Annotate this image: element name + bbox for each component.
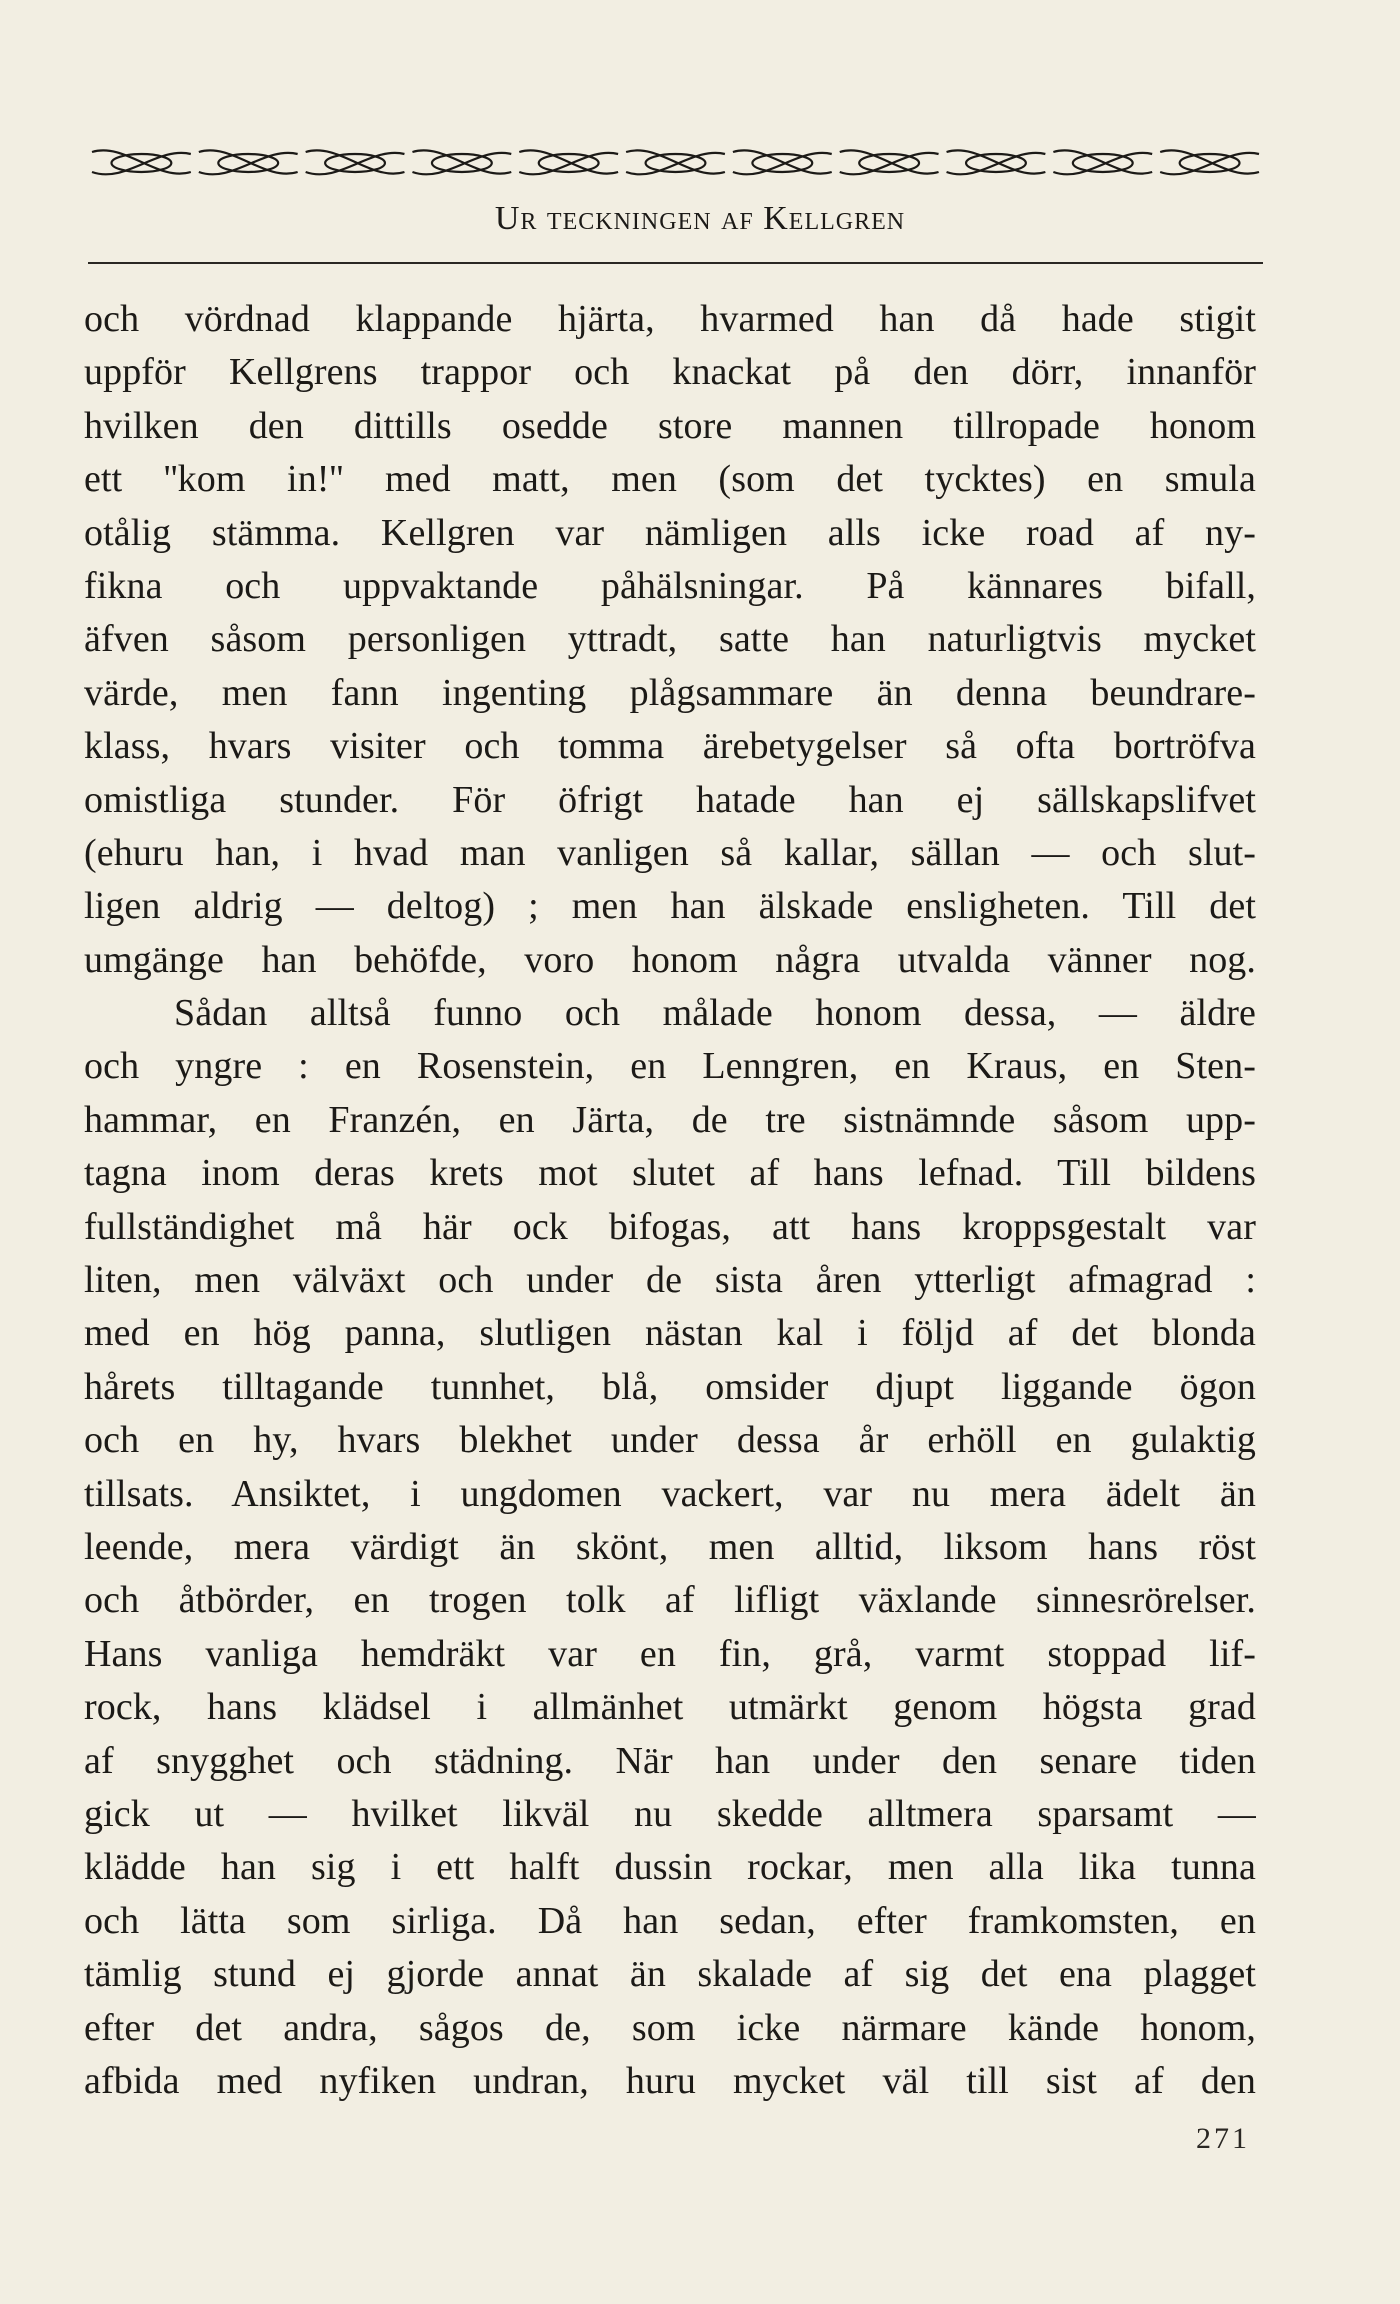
text-line: och lätta som sirliga. Då han sedan, efter framkomsten, en <box>84 1899 1256 1942</box>
text-line: och åtbörder, en trogen tolk af lifligt växlande sinnesrörelser. <box>84 1579 1256 1622</box>
text-line: hårets tilltagande tunnhet, blå, omsider djupt liggande ögon <box>84 1365 1256 1408</box>
text-line: omistliga stunder. För öfrigt hatade han ej sällskapslifvet <box>84 778 1256 821</box>
text-line: liten, men välväxt och under de sista åren ytterligt afmagrad : <box>84 1259 1256 1302</box>
text-line: och vördnad klappande hjärta, hvarmed han då hade stigit <box>84 298 1256 340</box>
text-line: Sådan alltså funno och målade honom dessa, — äldre <box>174 992 1256 1035</box>
text-line: gick ut — hvilket likväl nu skedde alltmera sparsamt — <box>84 1792 1256 1835</box>
text-line: umgänge han behöfde, voro honom några utvalda vänner nog. <box>84 938 1256 981</box>
text-line: af snygghet och städning. När han under den senare tiden <box>84 1739 1256 1782</box>
text-line: (ehuru han, i hvad man vanligen så kallar, sällan — och slut- <box>84 831 1256 874</box>
text-line: och en hy, hvars blekhet under dessa år erhöll en gulaktig <box>84 1419 1256 1462</box>
text-line: efter det andra, sågos de, som icke närmare kände honom, <box>84 2006 1256 2049</box>
text-line: fikna och uppvaktande påhälsningar. På kännares bifall, <box>84 564 1256 607</box>
body-text <box>84 293 1256 2108</box>
running-head: Ur teckningen af Kellgren <box>494 200 906 237</box>
text-line: hvilken den dittills osedde store mannen tillropade honom <box>84 404 1256 447</box>
text-line: afbida med nyfiken undran, huru mycket väl till sist af den <box>84 2059 1256 2102</box>
header-divider <box>88 262 1263 264</box>
chain-ornament-icon <box>88 138 1263 190</box>
text-line: klädde han sig i ett halft dussin rockar, men alla lika tunna <box>84 1846 1256 1889</box>
text-line: tillsats. Ansiktet, i ungdomen vackert, var nu mera ädelt än <box>84 1472 1256 1515</box>
text-line: otålig stämma. Kellgren var nämligen alls icke road af ny- <box>84 511 1256 554</box>
text-line: rock, hans klädsel i allmänhet utmärkt genom högsta grad <box>84 1686 1256 1729</box>
text-line: och yngre : en Rosenstein, en Lenngren, en Kraus, en Sten- <box>84 1045 1256 1088</box>
text-line: med en hög panna, slutligen nästan kal i följd af det blonda <box>84 1312 1256 1355</box>
text-line: tämlig stund ej gjorde annat än skalade af sig det ena plagget <box>84 1953 1256 1996</box>
page-number: 271 <box>1196 2122 1250 2155</box>
text-line: hammar, en Franzén, en Järta, de tre sistnämnde såsom upp- <box>84 1098 1256 1141</box>
text-line: äfven såsom personligen yttradt, satte han naturligtvis mycket <box>84 618 1256 661</box>
text-line: fullständighet må här ock bifogas, att hans kroppsgestalt var <box>84 1205 1256 1248</box>
text-line: tagna inom deras krets mot slutet af hans lefnad. Till bildens <box>84 1152 1256 1195</box>
text-line: leende, mera värdigt än skönt, men alltid, liksom hans röst <box>84 1525 1256 1568</box>
text-line: Hans vanliga hemdräkt var en fin, grå, varmt stoppad lif- <box>84 1632 1256 1675</box>
text-line: klass, hvars visiter och tomma ärebetygelser så ofta bortröfva <box>84 725 1256 768</box>
text-line: uppför Kellgrens trappor och knackat på den dörr, innanför <box>84 351 1256 394</box>
text-line: ligen aldrig — deltog) ; men han älskade ensligheten. Till det <box>84 885 1256 928</box>
text-line: ett ''kom in!'' med matt, men (som det tycktes) en smula <box>84 458 1256 501</box>
text-line: värde, men fann ingenting plågsammare än denna beundrare- <box>84 671 1256 714</box>
